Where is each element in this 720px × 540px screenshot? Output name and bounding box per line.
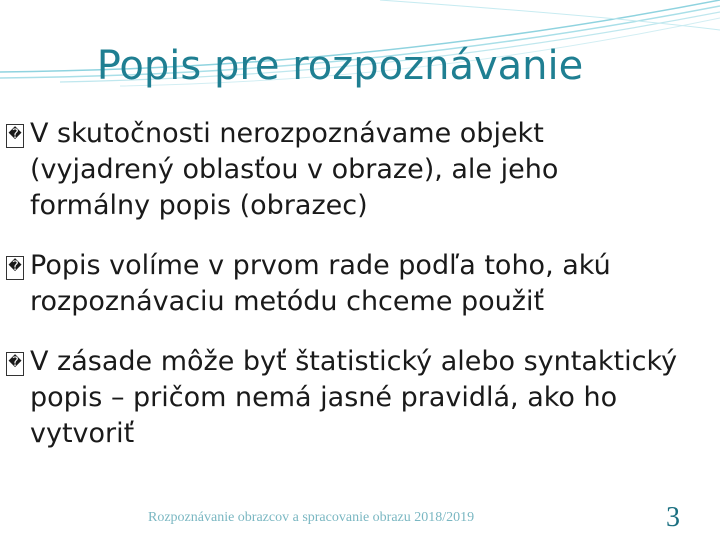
bullet-line: V zásade môže byť štatistický alebo syntaktický [30,346,678,377]
footer-text: Rozpoznávanie obrazcov a spracovanie obrazu 2018/2019 [148,510,475,525]
bullet-item [0,116,720,224]
bullet-line: (vyjadrený oblasťou v obraze), ale jeho [30,154,559,185]
page-number: 3 [666,502,680,533]
bullet-icon: � [6,352,24,376]
bullet-line: vytvoriť [30,418,135,449]
bullet-line: rozpoznávaciu metódu chceme použiť [30,286,545,317]
bullet-item [0,344,720,452]
bullet-line: V skutočnosti nerozpoznávame objekt [30,118,544,149]
bullet-icon: � [6,124,24,148]
bullet-line: formálny popis (obrazec) [30,190,368,221]
bullet-line: Popis volíme v prvom rade podľa toho, akú [30,250,611,281]
bullet-item [0,248,720,320]
bullet-list [0,116,720,476]
bullet-icon: � [6,256,24,280]
slide-title: Popis pre rozpoznávanie [96,43,584,89]
bullet-line: popis – pričom nemá jasné pravidlá, ako ho [30,382,618,413]
